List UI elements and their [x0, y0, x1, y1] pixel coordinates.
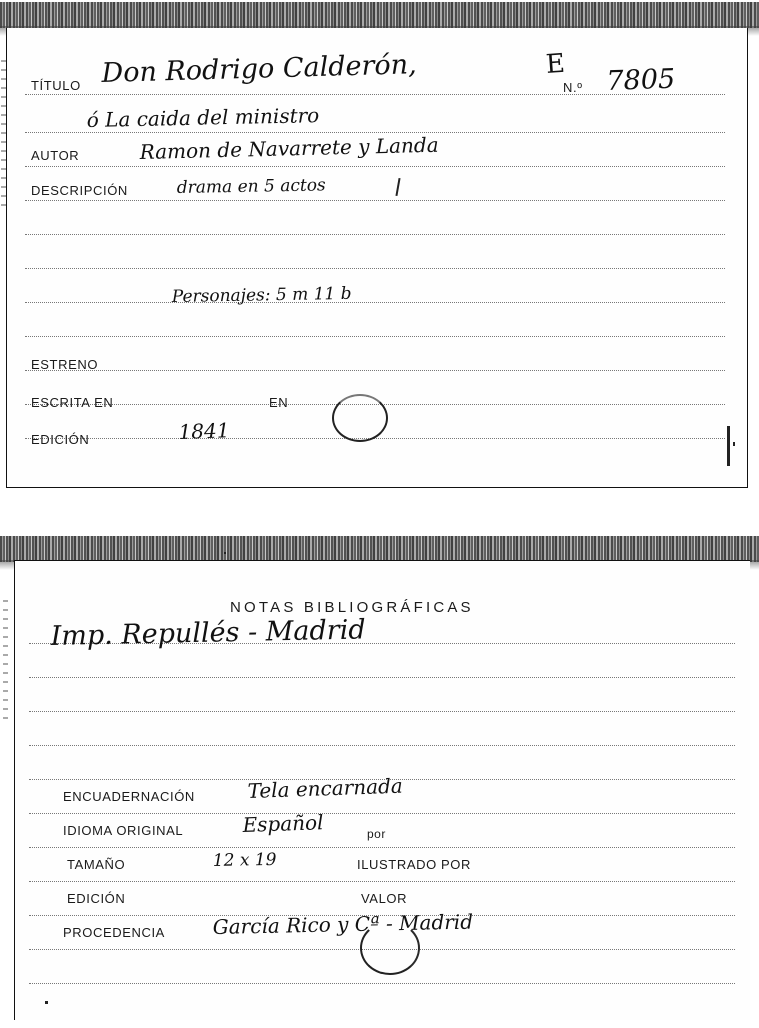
ink-stamp-ring [332, 394, 388, 442]
value-numero-prefix: E [544, 48, 566, 80]
torn-edge-bottom [0, 536, 759, 562]
card-front [6, 28, 748, 488]
label-encuadernacion: ENCUADERNACIÓN [63, 789, 195, 804]
edge-tick [727, 426, 730, 466]
value-descripcion: drama en 5 actos [176, 175, 326, 198]
value-procedencia: García Rico y Cª - Madrid [212, 909, 474, 939]
value-titulo-line2: ó La caida del ministro [86, 103, 320, 132]
scan-speckle [1, 60, 6, 210]
value-encuadernacion: Tela encarnada [247, 773, 404, 803]
scan-speckle [224, 552, 226, 554]
label-titulo: TÍTULO [31, 78, 81, 93]
label-numero: N.º [563, 80, 583, 95]
label-escrita-en: ESCRITA EN [31, 395, 114, 410]
label-estreno: ESTRENO [31, 357, 99, 372]
value-titulo-line1: Don Rodrigo Calderón, [101, 49, 418, 89]
label-descripcion: DESCRIPCIÓN [31, 183, 128, 198]
torn-edge-top [0, 2, 759, 28]
label-por: por [367, 827, 386, 841]
label-idioma-original: IDIOMA ORIGINAL [63, 823, 184, 838]
edge-tick [733, 442, 735, 446]
label-edicion-back: EDICIÓN [67, 891, 126, 906]
scan-speckle [3, 600, 8, 720]
label-autor: AUTOR [31, 148, 80, 163]
ink-stamp-ring-back [360, 921, 420, 975]
value-idioma-original: Español [242, 810, 324, 837]
value-autor: Ramon de Navarrete y Landa [139, 132, 439, 164]
pen-stroke [395, 178, 400, 196]
label-ilustrado-por: ILUSTRADO POR [357, 857, 471, 872]
label-tamano: TAMAÑO [67, 857, 126, 872]
label-valor: VALOR [361, 891, 408, 906]
label-procedencia: PROCEDENCIA [63, 925, 165, 940]
value-personajes: Personajes: 5 m 11 b [171, 283, 352, 307]
card-back [14, 560, 750, 1020]
label-edicion: EDICIÓN [31, 432, 90, 447]
notas-bibliograficas-heading: NOTAS BIBLIOGRÁFICAS [230, 599, 474, 616]
value-nota: Imp. Repullés - Madrid [50, 614, 366, 652]
value-edicion: 1841 [178, 418, 230, 444]
value-tamano: 12 x 19 [212, 849, 277, 871]
label-en: EN [269, 395, 289, 410]
scan-speckle [45, 1001, 48, 1004]
value-numero: 7805 [605, 63, 676, 97]
